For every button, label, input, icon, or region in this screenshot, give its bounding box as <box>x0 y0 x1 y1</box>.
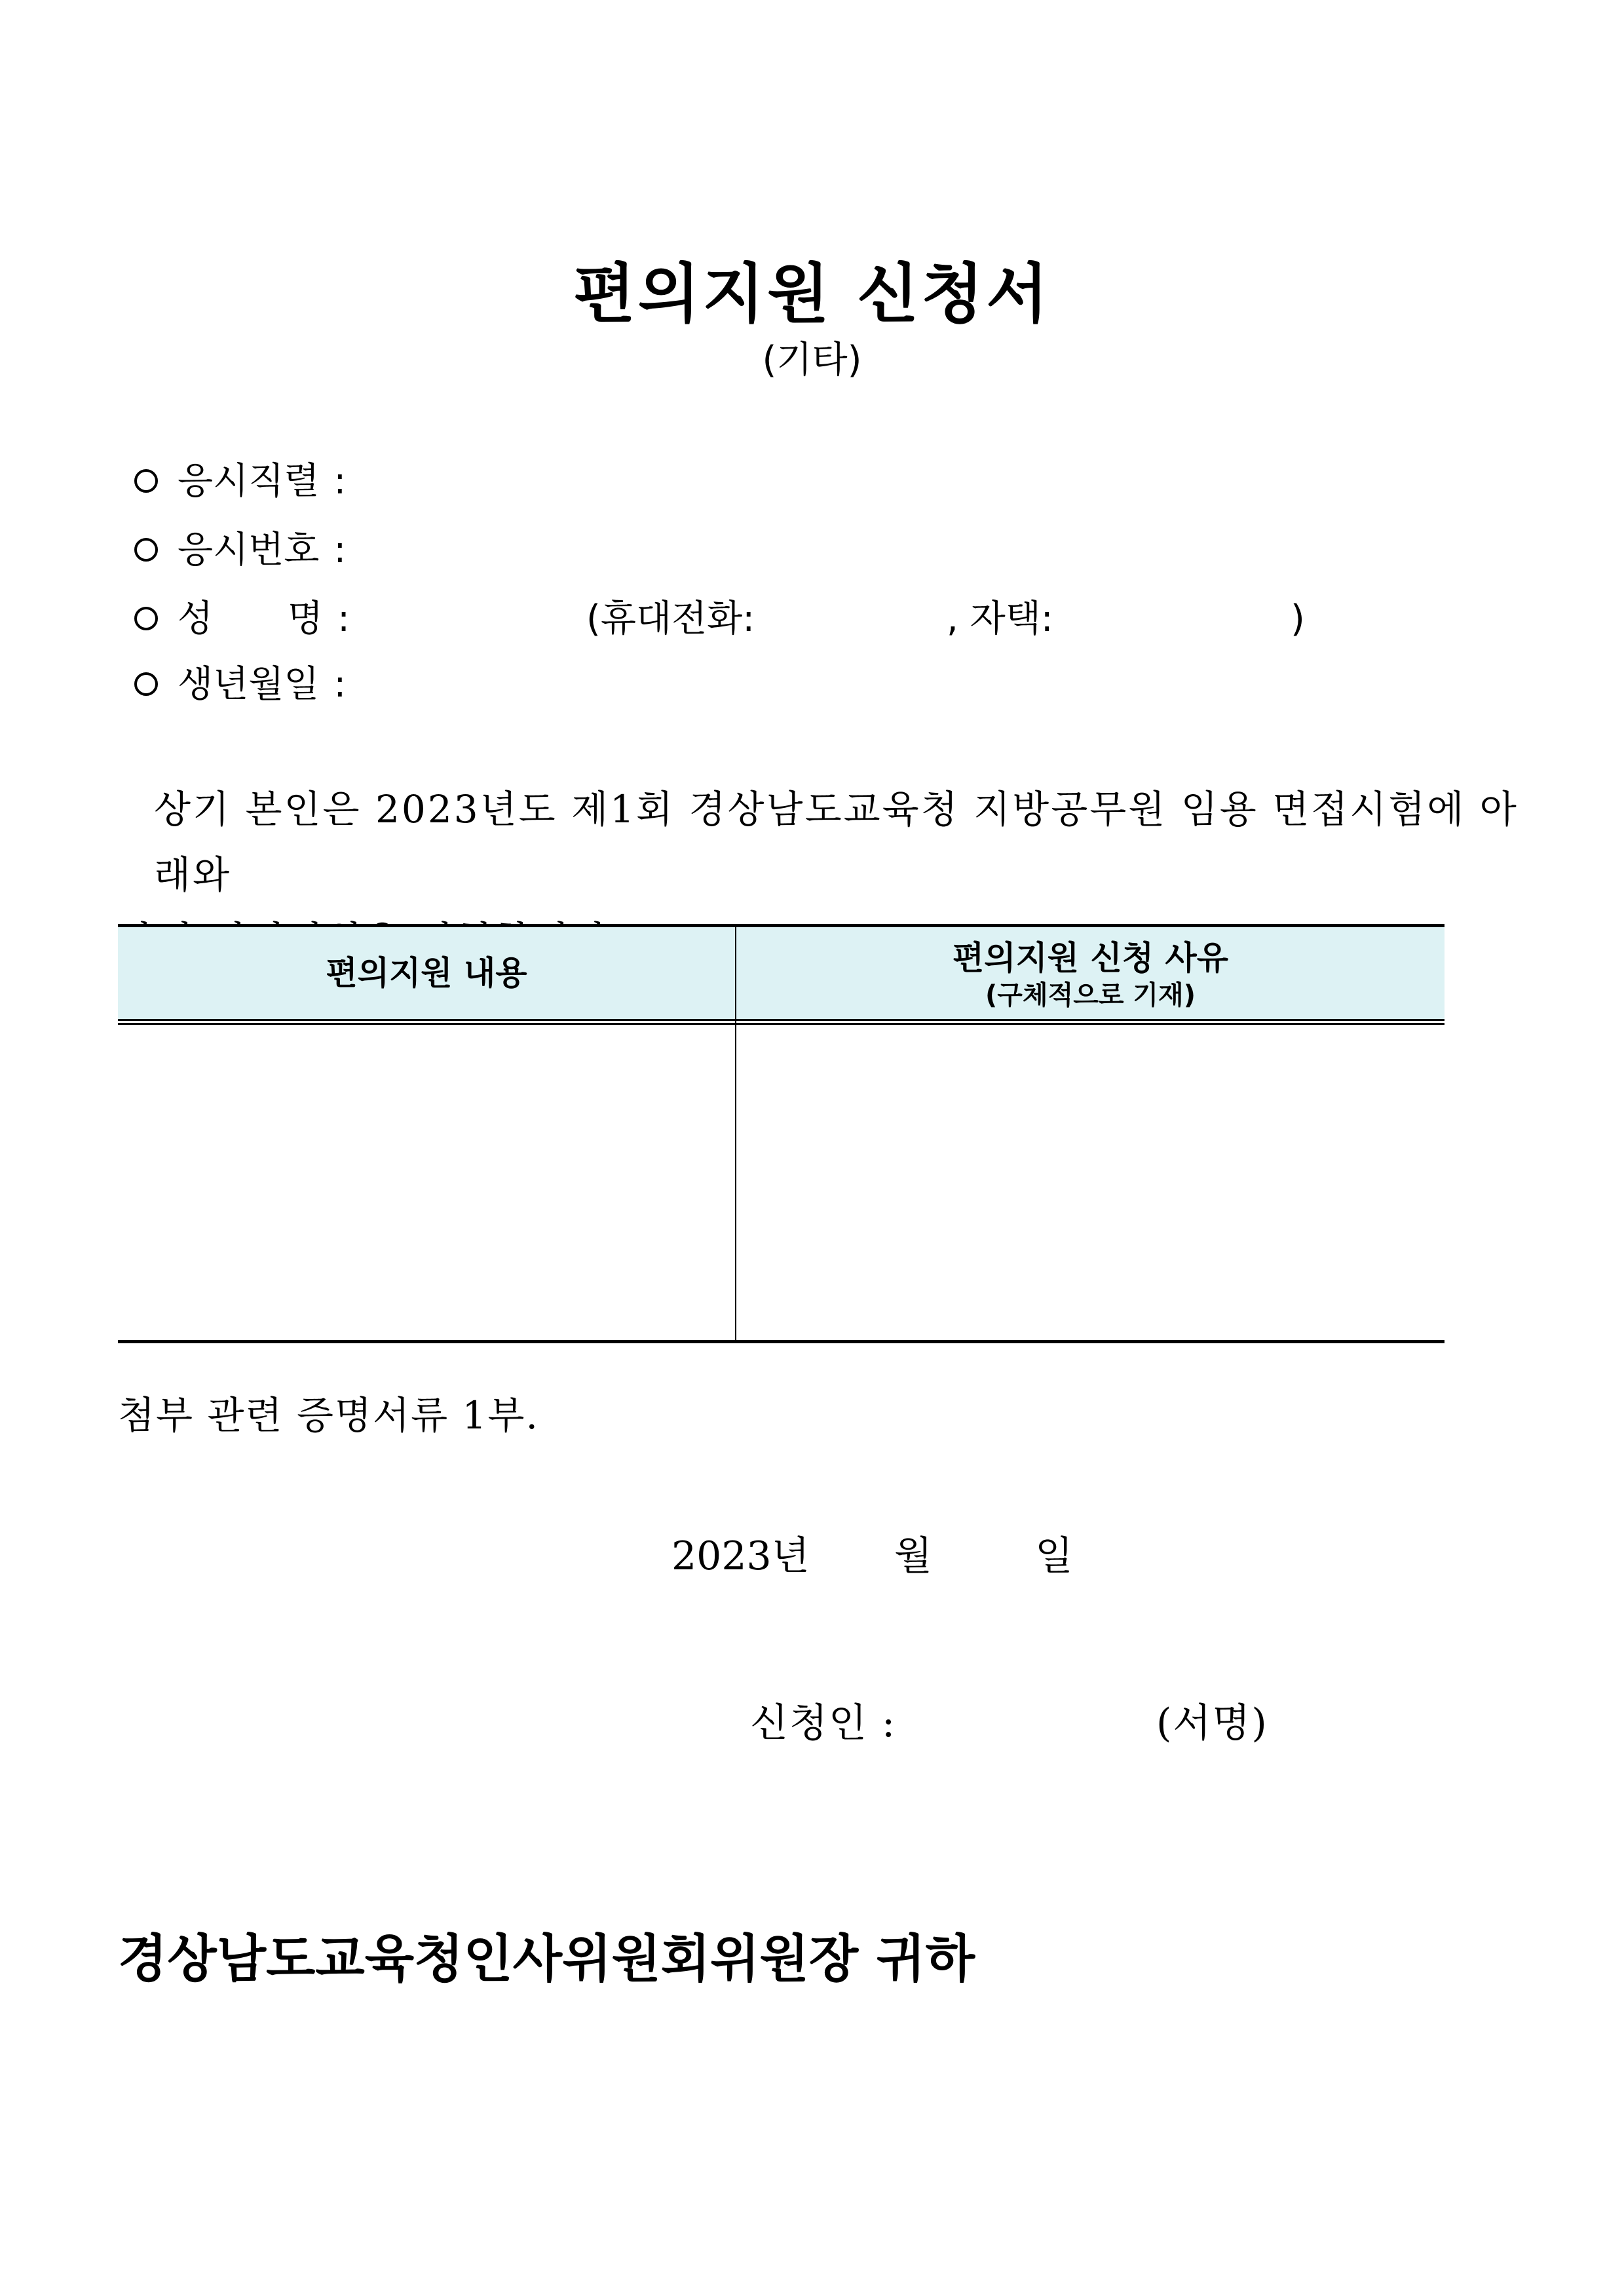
date-day: 일 <box>1035 1533 1073 1579</box>
table-header-rule <box>118 1019 1445 1021</box>
date-year: 2023년 <box>671 1533 810 1579</box>
table-header-reason: 편의지원 신청 사유 <box>952 939 1229 977</box>
field-colon: : <box>333 529 347 571</box>
field-birth-date <box>134 662 346 708</box>
mobile-phone-label: (휴대전화: <box>586 598 755 640</box>
field-colon: : <box>337 598 350 640</box>
signature-label: (서명) <box>1156 1700 1268 1746</box>
field-colon: : <box>333 460 347 503</box>
document-title: 편의지원 신청서 <box>573 257 1051 332</box>
circle-bullet-icon <box>134 469 158 493</box>
circle-bullet-icon <box>134 607 158 630</box>
attachment-note: 첨부 관련 증명서류 1부. <box>118 1393 539 1438</box>
home-phone-label: , 자택: <box>947 598 1053 640</box>
field-label-second: 명 <box>288 598 324 640</box>
field-label: 응시번호 <box>178 529 320 571</box>
circle-bullet-icon <box>134 672 158 696</box>
field-label: 생년월일 <box>178 663 320 706</box>
table-header-content: 편의지원 내용 <box>326 954 527 992</box>
field-colon: : <box>333 663 347 706</box>
field-name <box>134 596 350 642</box>
applicant-label: 신청인 : <box>750 1700 897 1746</box>
document-subtitle: (기타) <box>762 339 862 381</box>
date-month: 월 <box>894 1533 932 1579</box>
table-header-rule <box>118 1023 1445 1025</box>
table-bottom-rule <box>118 1340 1445 1343</box>
close-paren: ) <box>1291 598 1305 640</box>
addressee: 경상남도교육청인사위원회위원장 귀하 <box>118 1930 975 1989</box>
field-label-first: 성 <box>178 598 214 640</box>
field-label: 응시직렬 <box>178 460 320 503</box>
table-header-reason-note: (구체적으로 기재) <box>985 980 1196 1010</box>
circle-bullet-icon <box>134 538 158 562</box>
field-exam-number <box>134 527 346 573</box>
field-exam-category <box>134 459 346 505</box>
support-request-table <box>118 924 1445 1343</box>
statement-line-1: 상기 본인은 2023년도 제1회 경상남도교육청 지방공무원 임용 면접시험에 아래와 <box>154 787 1519 897</box>
